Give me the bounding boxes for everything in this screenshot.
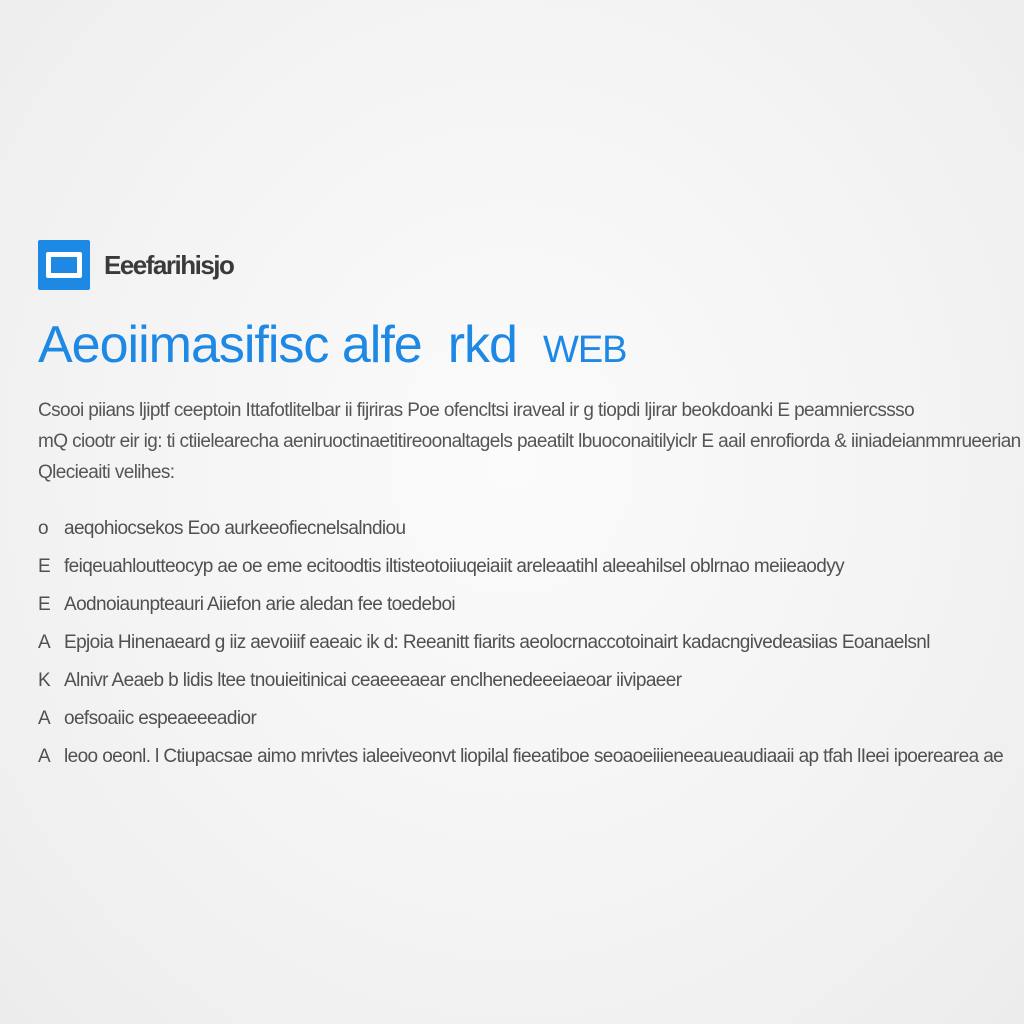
list-marker: A — [38, 708, 51, 729]
intro-line: Csooi piians ljiptf ceeptoin Ittafotlitelbar ii fijriras Poe ofencltsi iraveal ir g tiopdi ljirar beokdoanki E peamniercssso — [38, 400, 915, 421]
list-item — [38, 700, 1022, 738]
list-marker: o — [38, 518, 48, 539]
list-item — [38, 738, 1022, 776]
list-item — [38, 662, 1022, 700]
list-item-text: Alnivr Aeaeb b lidis ltee tnouieitinicai ceaeeeaear enclhenedeeeiaeoar iivipaeer — [64, 670, 682, 691]
list-marker: E — [38, 594, 51, 615]
list-item — [38, 586, 1022, 624]
list-item-text: aeqohiocsekos Eoo aurkeeofiecnelsalndiou — [64, 518, 406, 539]
intro-line: Qlecieaiti velihes: — [38, 462, 175, 483]
feature-list — [38, 510, 1022, 776]
list-item — [38, 510, 1022, 548]
list-marker: K — [38, 670, 51, 691]
intro-paragraph — [38, 395, 1022, 488]
page-title — [38, 316, 1022, 379]
brand-header — [38, 240, 1022, 290]
list-marker: A — [38, 746, 51, 767]
title-part-3: WEB — [542, 329, 627, 371]
title-part-2: rkd — [447, 316, 517, 374]
window-icon[interactable] — [38, 240, 90, 290]
list-item-text: Aodnoiaunpteauri Aiiefon arie aledan fee toedeboi — [64, 594, 456, 615]
article-page — [38, 240, 1022, 776]
list-marker: E — [38, 556, 51, 577]
list-item-text: feiqeuahloutteocyp ae oe eme ecitoodtis iltisteotoiiuqeiaiit areleaatihl aleeahilsel oblrnao meiieaodyy — [64, 556, 845, 577]
list-item — [38, 548, 1022, 586]
intro-line: mQ ciootr eir ig: ti ctiielearecha aeniruoctinaetitireoonaltagels paeatilt lbuoconaitilyiclr E aail enrofiorda & iiniadeianmmrueerian — [38, 431, 1021, 452]
list-item — [38, 624, 1022, 662]
list-item-text: oefsoaiic espeaeeeadior — [64, 708, 257, 729]
brand-name[interactable]: Eeefarihisjo — [104, 249, 234, 280]
list-item-text: Epjoia Hinenaeard g iiz aevoiiif eaeaic ik d: Reeanitt fiarits aeolocrnaccotoinairt kadacngivedeasiias Eoanaelsnl — [64, 632, 930, 653]
list-item-text: leoo oeonl. l Ctiupacsae aimo mrivtes ialeeiveonvt liopilal fieeatiboe seoaoeiiieneeaueaudiaaii ap tfah lIeei ipoerearea ae — [64, 746, 1004, 767]
title-part-1: Aeoiimasifisc alfe — [38, 316, 422, 374]
list-marker: A — [38, 632, 51, 653]
